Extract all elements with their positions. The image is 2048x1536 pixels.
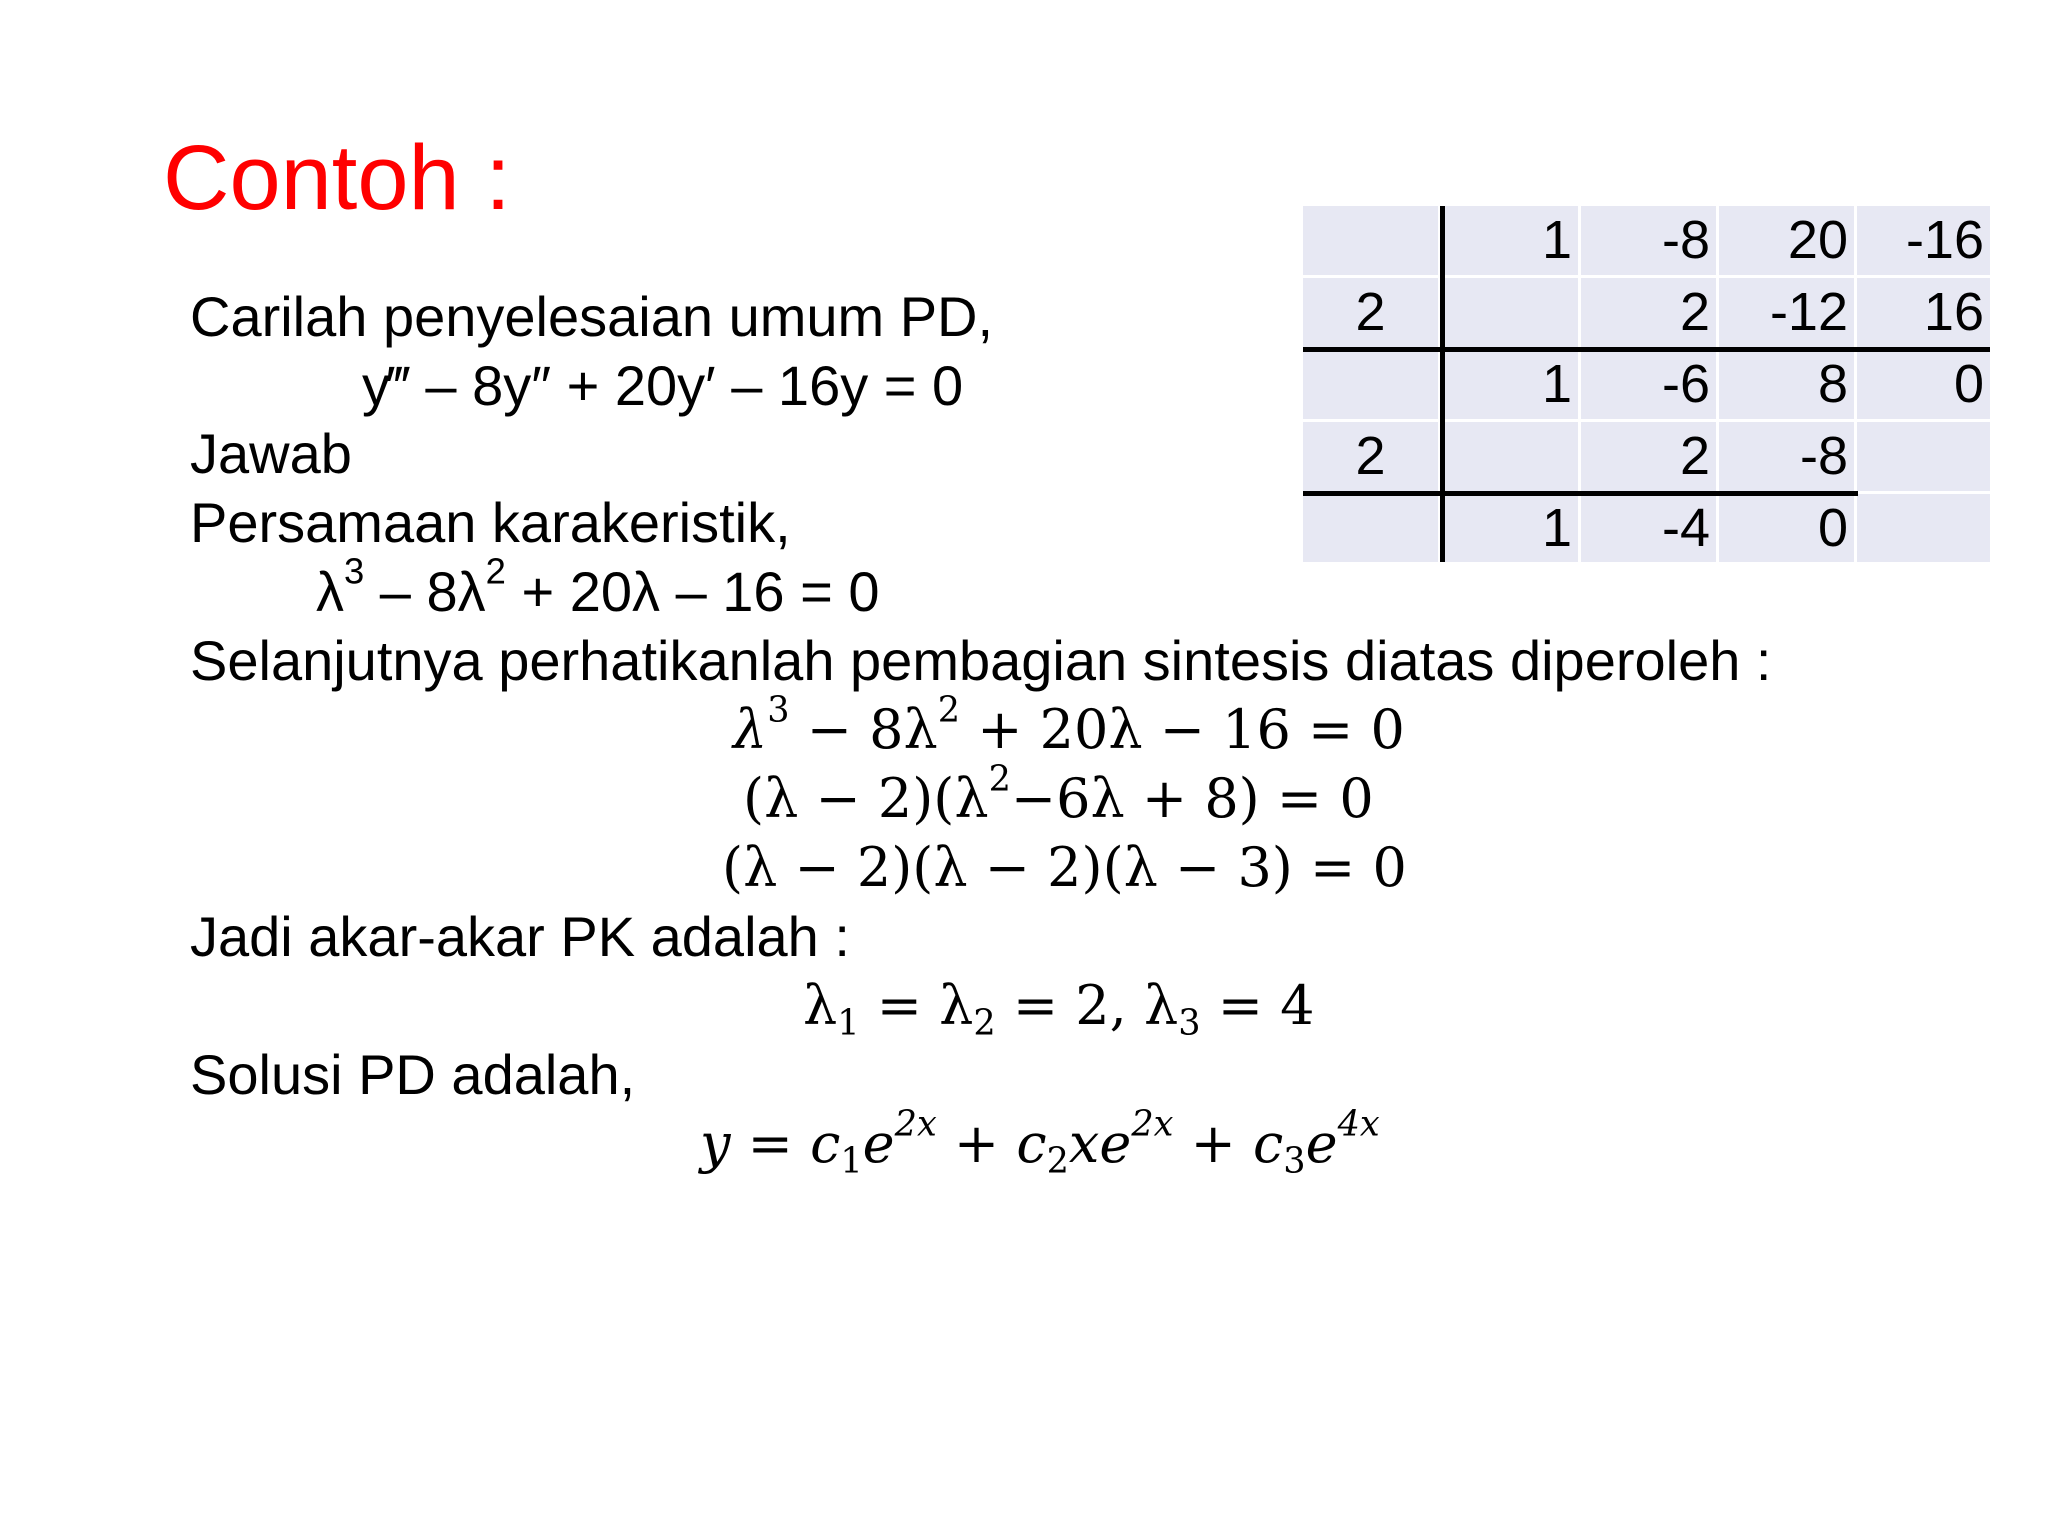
table-cell: 2 (1303, 422, 1438, 491)
roots-equation: $\lambda_1 = \lambda_2 = 2$, $\lambda_3 = 4$ (803, 974, 1315, 1044)
table-cell (1303, 206, 1438, 275)
table-cell: 2 (1581, 278, 1716, 347)
table-cell: 16 (1857, 278, 1990, 347)
math-line-3: (λ − 2)(λ − 2)(λ − 3) = 0 (722, 836, 1407, 899)
math-line-1: $\lambda^3 - 8\lambda^2 + 20\lambda - 16 = 0$ (733, 689, 1405, 761)
ode-equation: y‴ – 8y″ + 20y′ – 16y = 0 (362, 354, 964, 417)
table-cell: 2 (1581, 422, 1716, 491)
synthetic-division-table (1303, 206, 1990, 562)
table-cell: 1 (1445, 350, 1578, 419)
table-cell: 0 (1857, 350, 1990, 419)
table-cell (1857, 422, 1990, 491)
division-vertical-line (1440, 206, 1445, 562)
table-cell: -6 (1581, 350, 1716, 419)
char-eq: $\lambda^3 - 8\lambda^2 + 20\lambda - 16 = 0$ (316, 550, 880, 623)
table-cell: -16 (1857, 206, 1990, 275)
table-cell: 1 (1445, 206, 1578, 275)
table-cell (1445, 422, 1578, 491)
table-cell: -8 (1581, 206, 1716, 275)
table-cell: 20 (1719, 206, 1854, 275)
answer-label: Jawab (190, 422, 352, 485)
division-rule-2 (1303, 491, 1858, 496)
table-cell: -8 (1719, 422, 1854, 491)
table-cell (1303, 494, 1438, 562)
problem-line: Carilah penyelesaian umum PD, (190, 285, 994, 348)
table-cell: -4 (1581, 494, 1716, 562)
slide-title: Contoh : (163, 127, 511, 229)
table-cell (1303, 350, 1438, 419)
division-rule-1 (1303, 347, 1990, 352)
char-eq-label: Persamaan karakeristik, (190, 491, 791, 554)
table-cell (1857, 494, 1990, 562)
table-cell: 1 (1445, 494, 1578, 562)
table-cell: 0 (1719, 494, 1854, 562)
roots-label: Jadi akar-akar PK adalah : (190, 905, 850, 968)
table-cell (1445, 278, 1578, 347)
table-cell: 2 (1303, 278, 1438, 347)
table-cell: -12 (1719, 278, 1854, 347)
synthetic-division-text: Selanjutnya perhatikanlah pembagian sintesis diatas diperoleh : (190, 629, 1772, 692)
table-cell: 8 (1719, 350, 1854, 419)
solution-label: Solusi PD adalah, (190, 1043, 636, 1106)
solution-equation: $y = c_1e^{2x} + c_2xe^{2x} + c_3e^{4x}$ (700, 1103, 1380, 1182)
math-line-2: $(\lambda - 2)(\lambda^2-6\lambda + 8) = 0$ (743, 758, 1374, 830)
